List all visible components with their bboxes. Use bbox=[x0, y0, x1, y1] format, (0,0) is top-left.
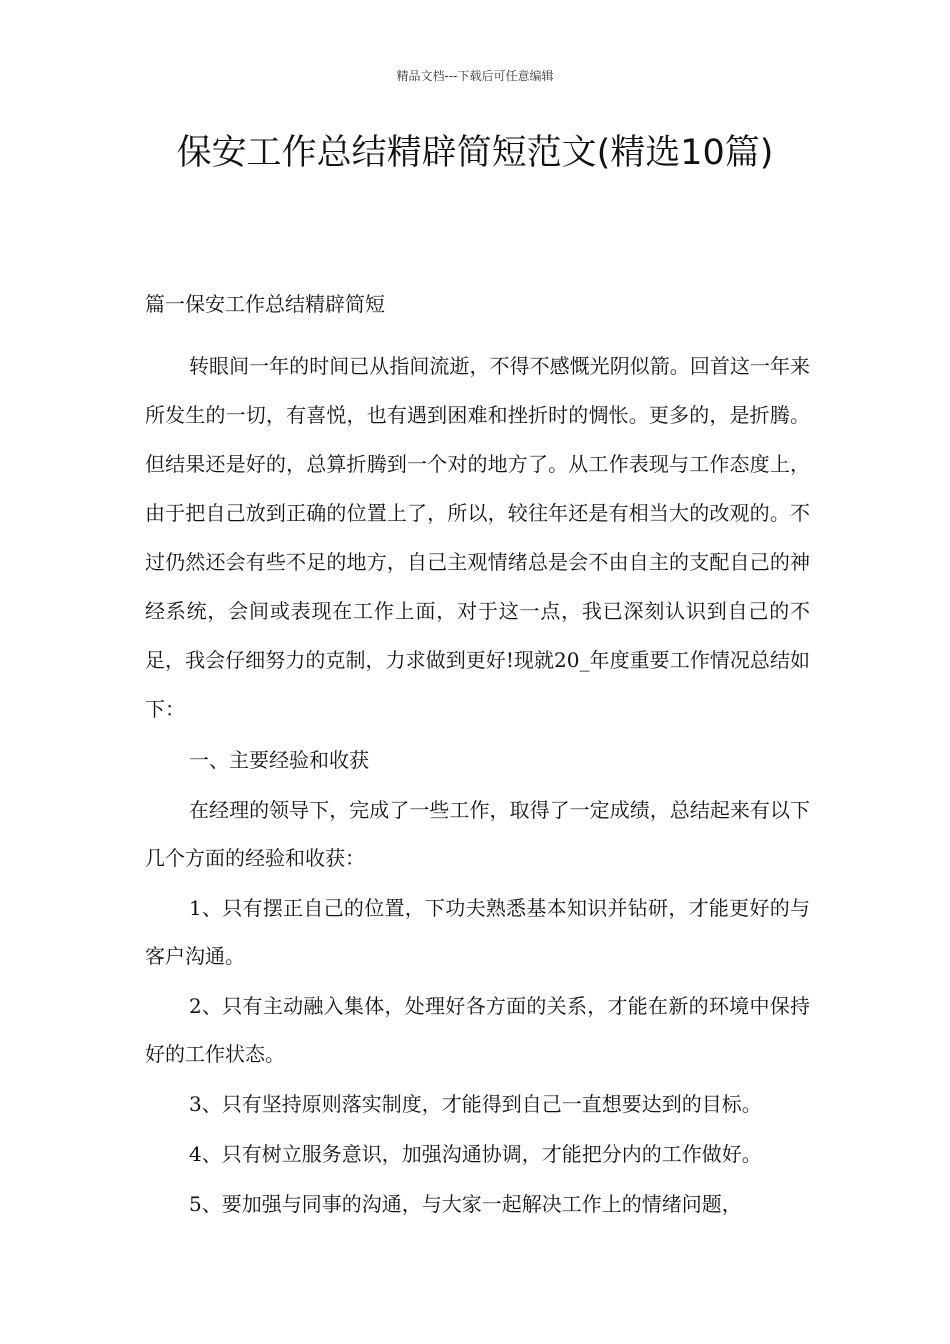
document-title: 保安工作总结精辟简短范文(精选10篇) bbox=[176, 133, 774, 173]
paragraph-experience: 在经理的领导下，完成了一些工作，取得了一定成绩，总结起来有以下几个方面的经验和收获： bbox=[145, 798, 810, 870]
section-heading: 篇一保安工作总结精辟简短 bbox=[145, 292, 385, 316]
paragraph-subheading: 一、主要经验和收获 bbox=[189, 748, 369, 772]
paragraph-item-1: 1、只有摆正自己的位置，下功夫熟悉基本知识并钻研，才能更好的与客户沟通。 bbox=[145, 896, 810, 968]
paragraph-item-3: 3、只有坚持原则落实制度，才能得到自己一直想要达到的目标。 bbox=[189, 1092, 762, 1116]
document-body bbox=[145, 280, 810, 1228]
paragraph-item-5: 5、要加强与同事的沟通，与大家一起解决工作上的情绪问题， bbox=[189, 1192, 742, 1216]
paragraph-item-4: 4、只有树立服务意识，加强沟通协调，才能把分内的工作做好。 bbox=[189, 1142, 762, 1166]
paragraph-item-2: 2、只有主动融入集体，处理好各方面的关系，才能在新的环境中保持好的工作状态。 bbox=[145, 994, 810, 1066]
header-note: 精品文档---下载后可任意编辑 bbox=[396, 69, 554, 83]
paragraph-intro: 转眼间一年的时间已从指间流逝，不得不感慨光阴似箭。回首这一年来所发生的一切，有喜悦，也有遇到困难和挫折时的惆怅。更多的，是折腾。但结果还是好的，总算折腾到一个对的地方了。从工作表现与工作态度上，由于把自己放到正确的位置上了，所以，较往年还是有相当大的改观的。不过仍然还会有些不足的地方，自己主观情绪总是会不由自主的支配自己的神经系统，会间或表现在工作上面，对于这一点，我已深刻认识到自己的不足，我会仔细努力的克制，力求做到更好!现就20_年度重要工作情况总结如下： bbox=[145, 354, 810, 721]
